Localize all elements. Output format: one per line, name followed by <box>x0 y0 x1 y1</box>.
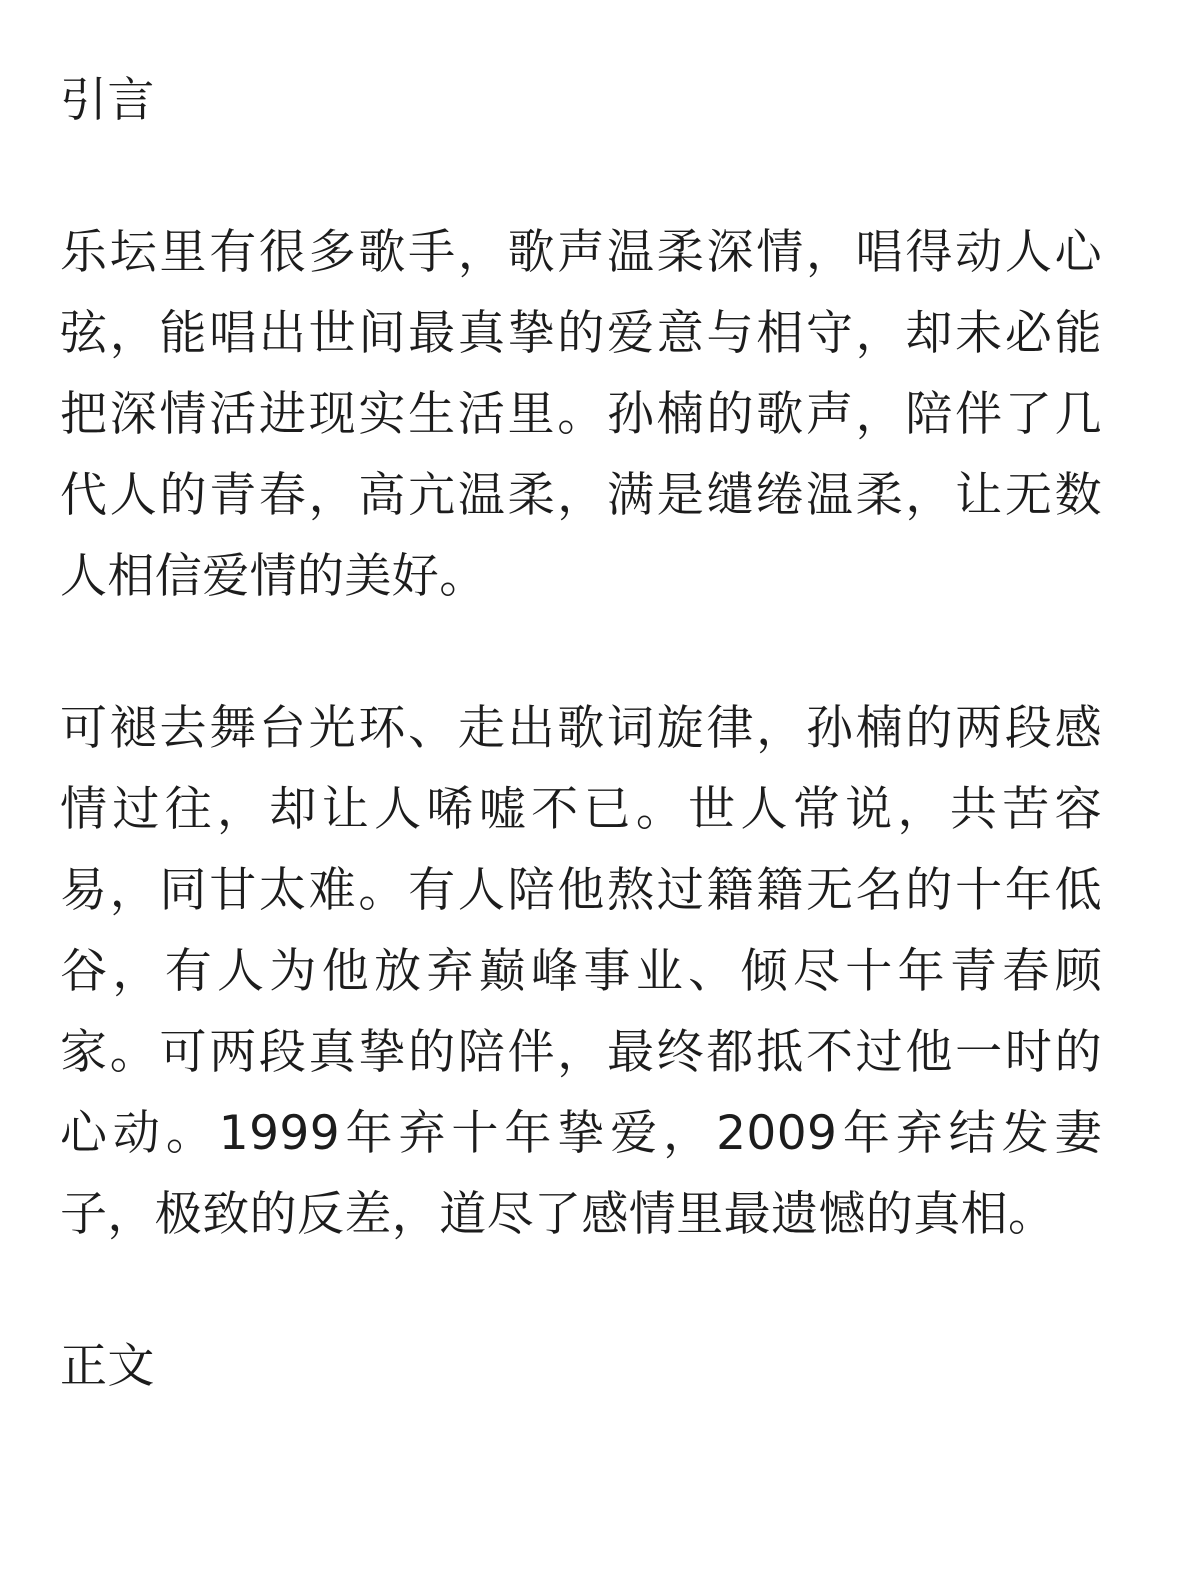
article <box>60 60 1102 1407</box>
intro-paragraph-2: 可褪去舞台光环、走出歌词旋律，孙楠的两段感情过往，却让人唏嘘不已。世人常说，共苦容易，同甘太难。有人陪他熬过籍籍无名的十年低谷，有人为他放弃巅峰事业、倾尽十年青春顾家。可两段真挚的陪伴，最终都抵不过他一时的心动。1999年弃十年挚爱，2009年弃结发妻子，极致的反差，道尽了感情里最遗憾的真相。 <box>60 701 1102 1242</box>
intro-paragraph-1: 乐坛里有很多歌手，歌声温柔深情，唱得动人心弦，能唱出世间最真挚的爱意与相守，却未必能把深情活进现实生活里。孙楠的歌声，陪伴了几代人的青春，高亢温柔，满是缱绻温柔，让无数人相信爱情的美好。 <box>60 225 1102 604</box>
body-heading: 正文 <box>60 1339 155 1394</box>
intro-heading: 引言 <box>60 73 155 128</box>
